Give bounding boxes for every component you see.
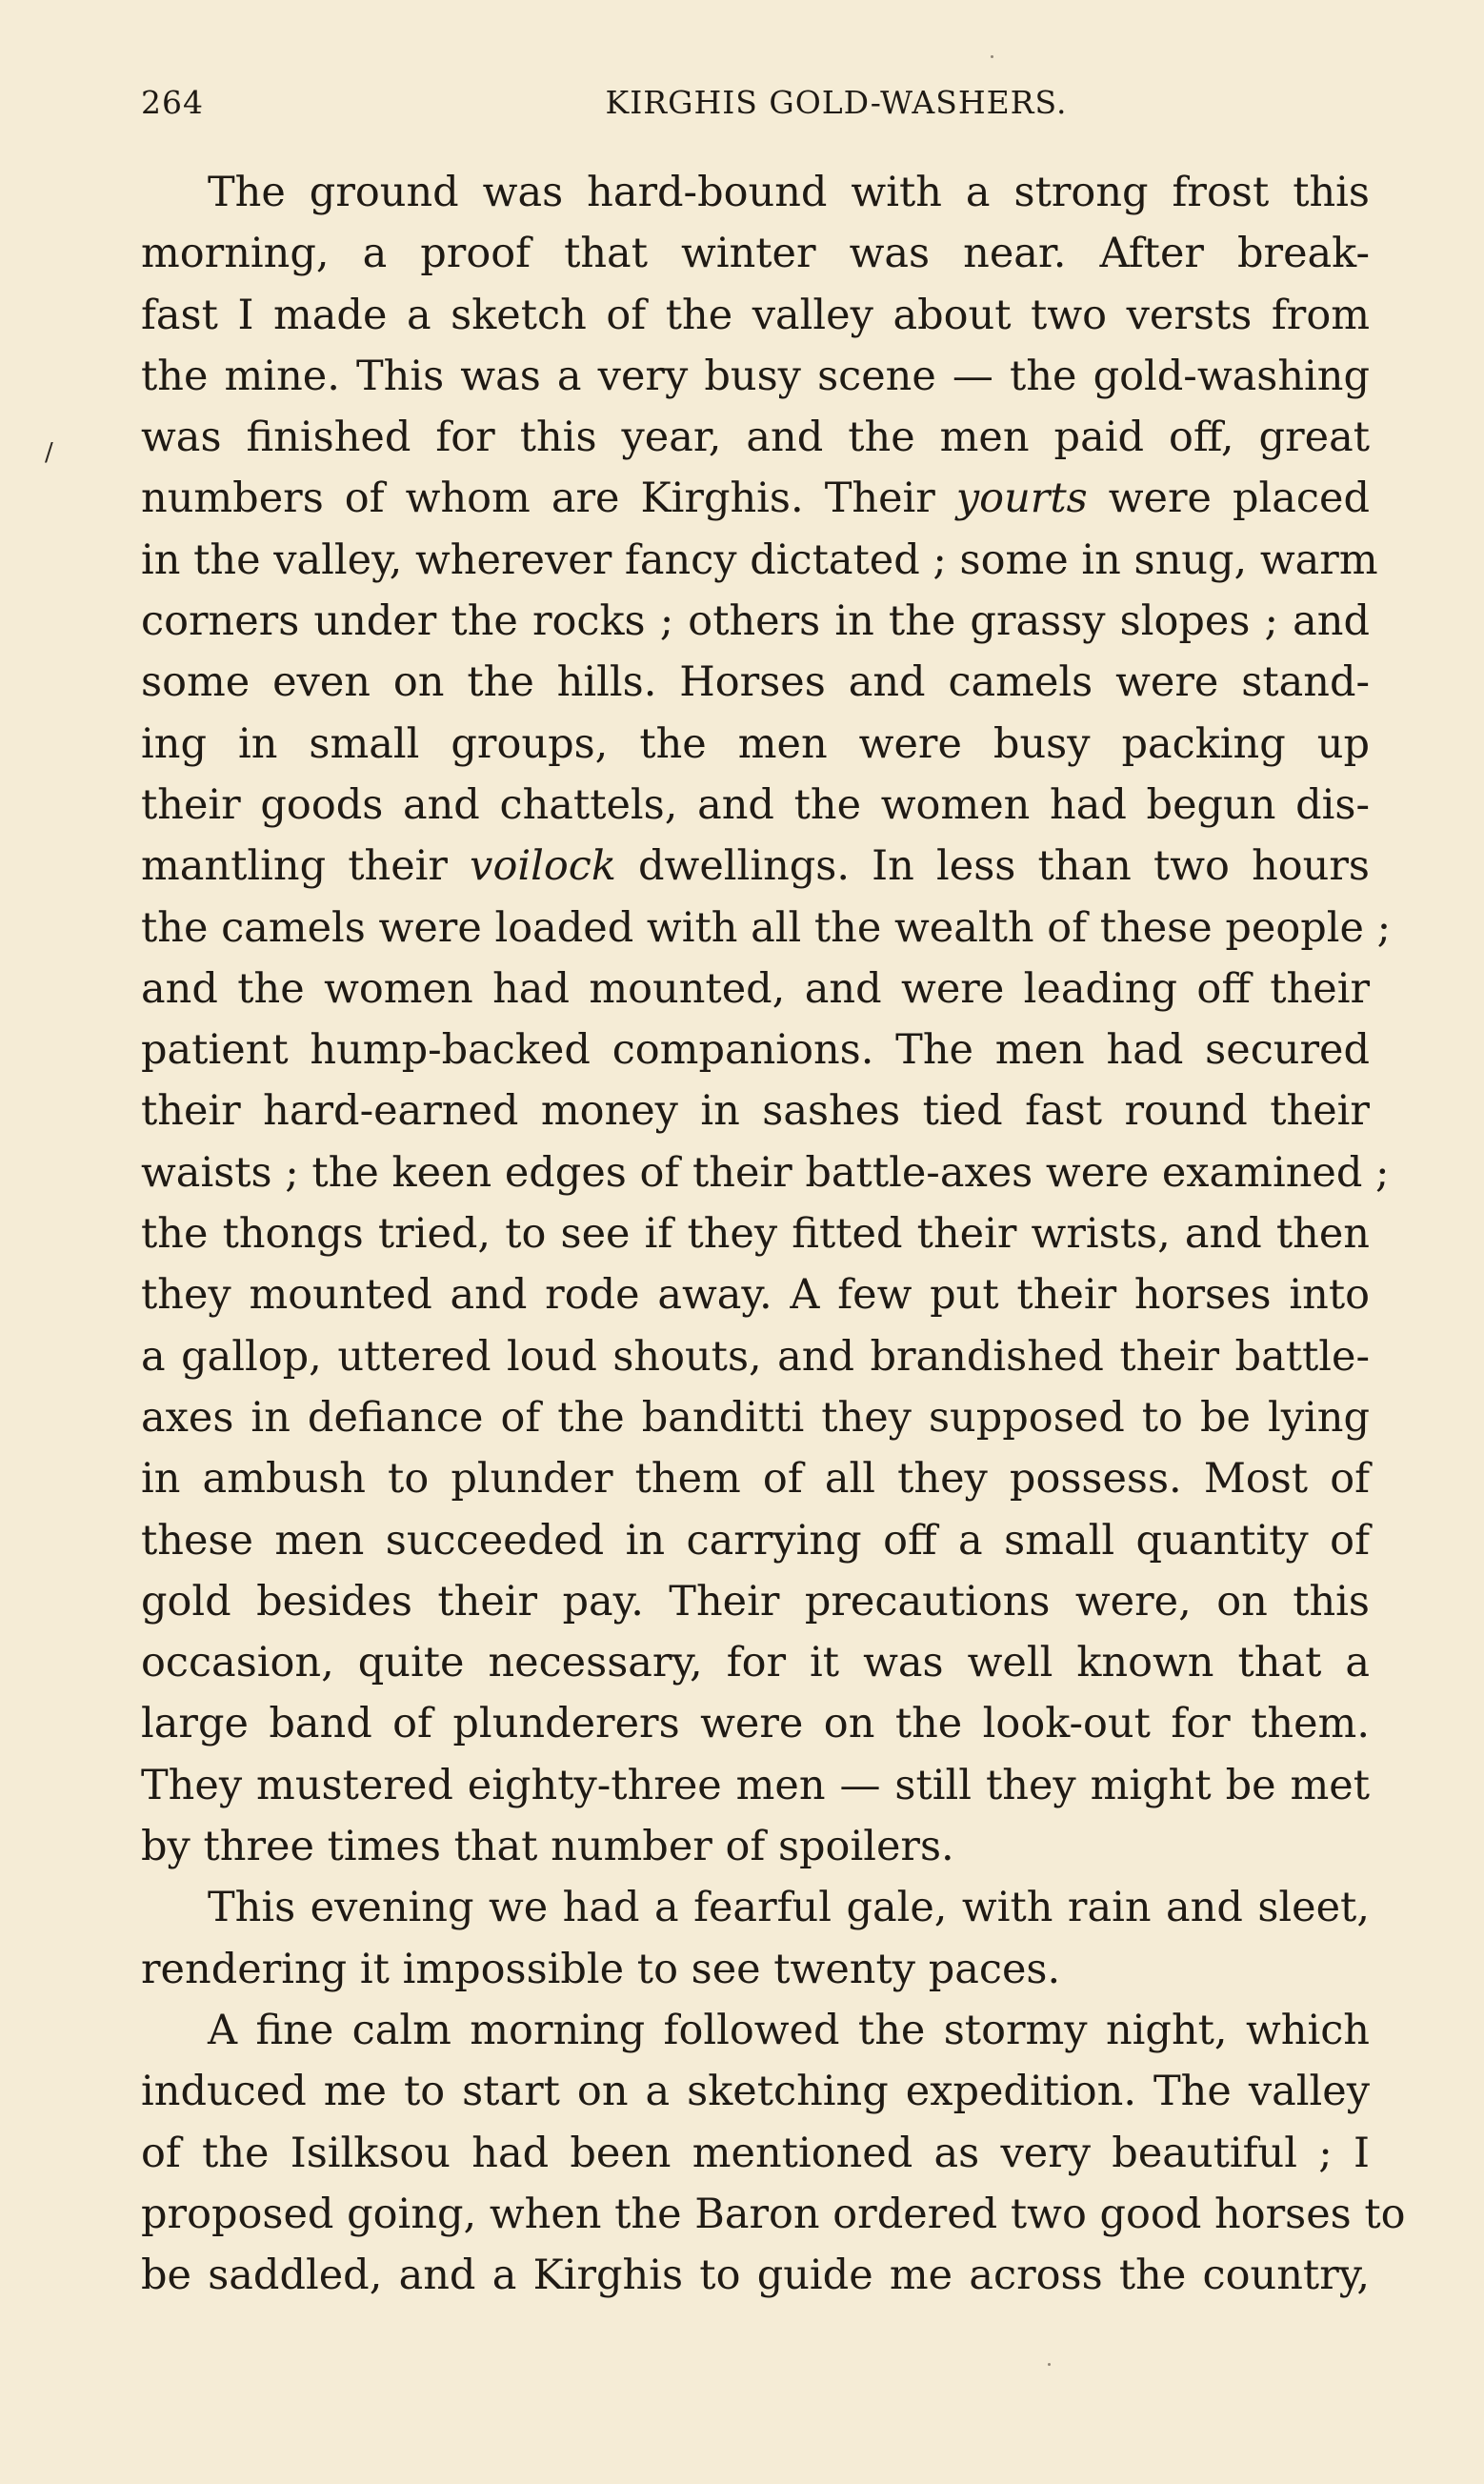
text-line: gold besides their pay. Their precautions were, on this [141, 1577, 1370, 1626]
text-line: the thongs tried, to see if they fitted their wrists, and then [141, 1210, 1370, 1259]
text-line: of the Isilksou had been mentioned as very beautiful ; I [141, 2129, 1370, 2177]
text-line: A fine calm morning followed the stormy night, which [208, 2006, 1370, 2054]
text-line: and the women had mounted, and were leading off their [141, 964, 1370, 1013]
text-line: mantling their voilock dwellings. In less than two hours [141, 842, 1370, 891]
text-line: the mine. This was a very busy scene — the gold-washing [141, 352, 1370, 400]
text-line: some even on the hills. Horses and camels were stand- [141, 658, 1370, 707]
text-line: their hard-earned money in sashes tied fast round their [141, 1087, 1370, 1136]
text-line: was finished for this year, and the men paid off, great [141, 414, 1370, 462]
text-line: patient hump-backed companions. The men had secured [141, 1026, 1370, 1075]
text-line: large band of plunderers were on the look-out for them. [141, 1700, 1370, 1748]
speck [1048, 2363, 1051, 2366]
text-line: ing in small groups, the men were busy packing up [141, 719, 1370, 768]
text-line: they mounted and rode away. A few put their horses into [141, 1271, 1370, 1320]
text-line: fast I made a sketch of the valley about two versts from [141, 291, 1370, 339]
text-line: numbers of whom are Kirghis. Their yourts were placed [141, 475, 1370, 523]
text-line: proposed going, when the Baron ordered two good horses to [141, 2190, 1406, 2238]
text-line: waists ; the keen edges of their battle-axes were examined ; [141, 1148, 1390, 1197]
text-line: The ground was hard-bound with a strong frost this [208, 169, 1370, 216]
text-line: They mustered eighty-three men — still they might be met [141, 1761, 1370, 1809]
page-number: 264 [141, 84, 204, 121]
text-line: in ambush to plunder them of all they possess. Most of [141, 1455, 1370, 1504]
text-line: a gallop, uttered loud shouts, and brandished their battle- [141, 1332, 1370, 1381]
text-line: induced me to start on a sketching expedition. The valley [141, 2068, 1370, 2116]
text-line: axes in defiance of the banditti they supposed to be lying [141, 1393, 1370, 1442]
page-header [141, 84, 1370, 131]
text-line: corners under the rocks ; others in the grassy slopes ; and [141, 597, 1370, 646]
running-head: KIRGHIS GOLD-WASHERS. [605, 84, 1068, 121]
margin-mark: / [45, 438, 53, 467]
text-line: This evening we had a fearful gale, with rain and sleet, [208, 1884, 1370, 1932]
text-line: morning, a proof that winter was near. After break- [141, 230, 1370, 278]
text-line: occasion, quite necessary, for it was well known that a [141, 1639, 1370, 1687]
text-line: by three times that number of spoilers. [141, 1823, 954, 1871]
text-line: these men succeeded in carrying off a small quantity of [141, 1516, 1370, 1565]
text-line: be saddled, and a Kirghis to guide me across the country, [141, 2252, 1370, 2300]
text-line: in the valley, wherever fancy dictated ; some in snug, warm [141, 535, 1378, 584]
body-text [141, 162, 1406, 2306]
speck [991, 55, 993, 58]
text-line: their goods and chattels, and the women had begun dis- [141, 780, 1370, 829]
text-line: rendering it impossible to see twenty paces. [141, 1945, 1061, 1993]
text-line: the camels were loaded with all the wealth of these people ; [141, 903, 1392, 952]
